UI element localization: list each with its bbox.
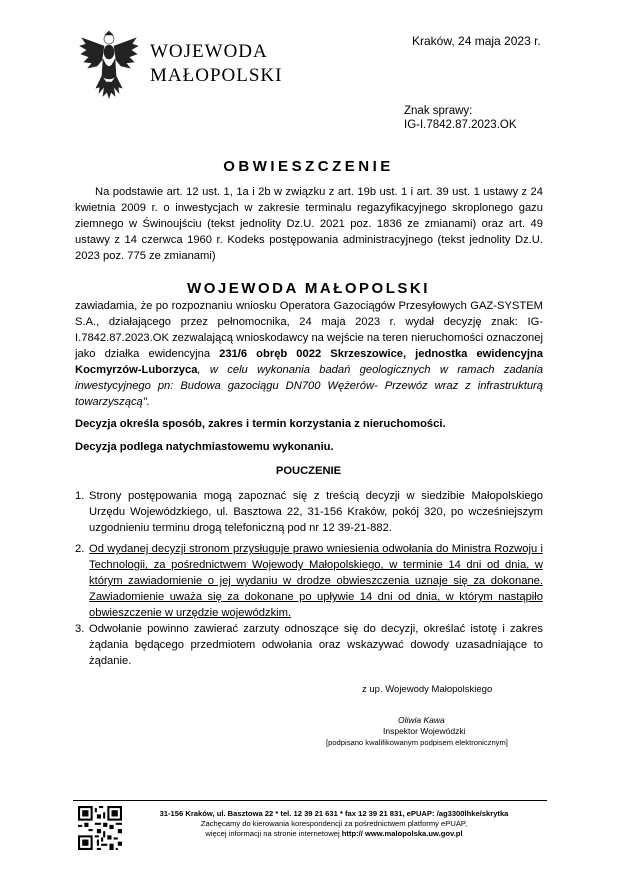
investment-purpose: , w celu wykonania badań geologicznych w ramach zadania inwestycyjnego pn: Budowa gazociągu DN700 Wężerów- Przewóz wraz z infrastrukturą towarzyszącą". [75,364,543,408]
parcel-designation: 231/6 obręb 0022 Skrzeszowice, jednostka ewidencyjna Kocmyrzów-Luborzyca [75,348,543,376]
footer-epuap-note: Zachęcamy do kierowania korespondencji za pośrednictwem platformy ePUAP, [200,819,468,828]
footer-web-prefix: więcej informacji na stronie internetowej [205,829,342,838]
issuer-brand [150,40,282,88]
item-text: Odwołanie powinno zawierać zarzuty odnoszące się do decyzji, określać istotę i zakres żądania będącego przedmiotem odwołania oraz wskazywać dowody uzasadniające to żądanie. [89,623,543,667]
decision-paragraph [75,298,543,410]
item-number: 1. [75,490,85,502]
footer-address: 31-156 Kraków, ul. Basztowa 22 * tel. 12 39 21 631 * fax 12 39 21 831, ePUAP: /ag3300lhke/skrytka [159,809,509,818]
brand-line-2: MAŁOPOLSKI [150,65,283,86]
case-number: IG-I.7842.87.2023.OK [404,119,517,131]
item-text: Strony postępowania mogą zapoznać się z treścią decyzji w siedzibie Małopolskiego Urzędu Wojewódzkiego, ul. Basztowa 22, 31-156 Kraków, pokój 320, po wcześniejszym uzgodnieniu terminu drogą telefoniczną pod nr 12 39-21-882. [89,490,543,534]
footer-divider [73,800,547,801]
item-number: 3. [75,623,85,635]
footer-contact [124,809,544,839]
instruction-heading: POUCZENIE [275,465,342,477]
footer-web-note [124,829,544,839]
legal-basis-paragraph: Na podstawie art. 12 ust. 1, 1a i 2b w związku z art. 19b ust. 1 i art. 39 ust. 1 ustawy z 24 kwietnia 2009 r. o inwestycjach w zakresie terminalu regazyfikacyjnego skroplonego gazu ziemnego w Świnoujściu (tekst jednolity Dz.U. 2021 poz. 1836 ze zmianami) oraz art. 49 ustawy z 14 czerwca 1960 r. Kodeks postępowania administracyjnego (tekst jednolity Dz.U. 2023 poz. 775 ze zmianami) [75,186,543,262]
case-label: Znak sprawy: [404,105,473,117]
document-title: OBWIESZCZENIE [223,158,394,175]
item-number: 2. [75,543,85,555]
decision-text: zawiadamia, że po rozpoznaniu wniosku Operatora Gazociągów Przesyłowych GAZ-SYSTEM S.A., działającego przez pełnomocnika, 24 maja 2023 r. wydał decyzję znak: IG-I.7842.87.2023.OK zezwalającą wnioskodawcy na wejście na teren nieruchomości oznaczonej jako działka ewidencyjna [75,300,543,360]
website-link[interactable]: http:// www.malopolska.uw.gov.pl [341,829,463,838]
signatory-name: Oliwia Kawa [398,715,445,725]
qr-code-icon [78,806,122,850]
document-date: Kraków, 24 maja 2023 r. [412,34,541,48]
case-reference [404,104,517,132]
brand-line-1: WOJEWODA [150,41,268,62]
e-signature-note: [podpisano kwalifikowanym podpisem elektronicznym] [326,738,508,747]
instruction-item [75,541,543,621]
signatory-role: Inspektor Wojewódzki [383,726,466,736]
scope-statement: Decyzja określa sposób, zakres i termin korzystania z nieruchomości. [75,418,446,430]
enforcement-statement: Decyzja podlega natychmiastowemu wykonaniu. [75,441,334,453]
authority-heading: WOJEWODA MAŁOPOLSKI [187,280,430,297]
instruction-item [75,621,543,669]
eagle-emblem-icon [78,30,140,100]
item-text: Od wydanej decyzji stronom przysługuje prawo wniesienia odwołania do Ministra Rozwoju i Technologii, za pośrednictwem Wojewody Małopolskiego, w terminie 14 dni od dnia, w którym zawiadomienie o jej wydaniu w drodze obwieszczenia uznaje się za dokonane. Zawiadomienie uważa się za dokonane po upływie 14 dni od dnia, w którym nastąpiło obwieszczenie w urzędzie wojewódzkim. [89,543,543,619]
instruction-item [75,488,543,536]
signature-on-behalf: z up. Wojewody Małopolskiego [362,684,493,695]
